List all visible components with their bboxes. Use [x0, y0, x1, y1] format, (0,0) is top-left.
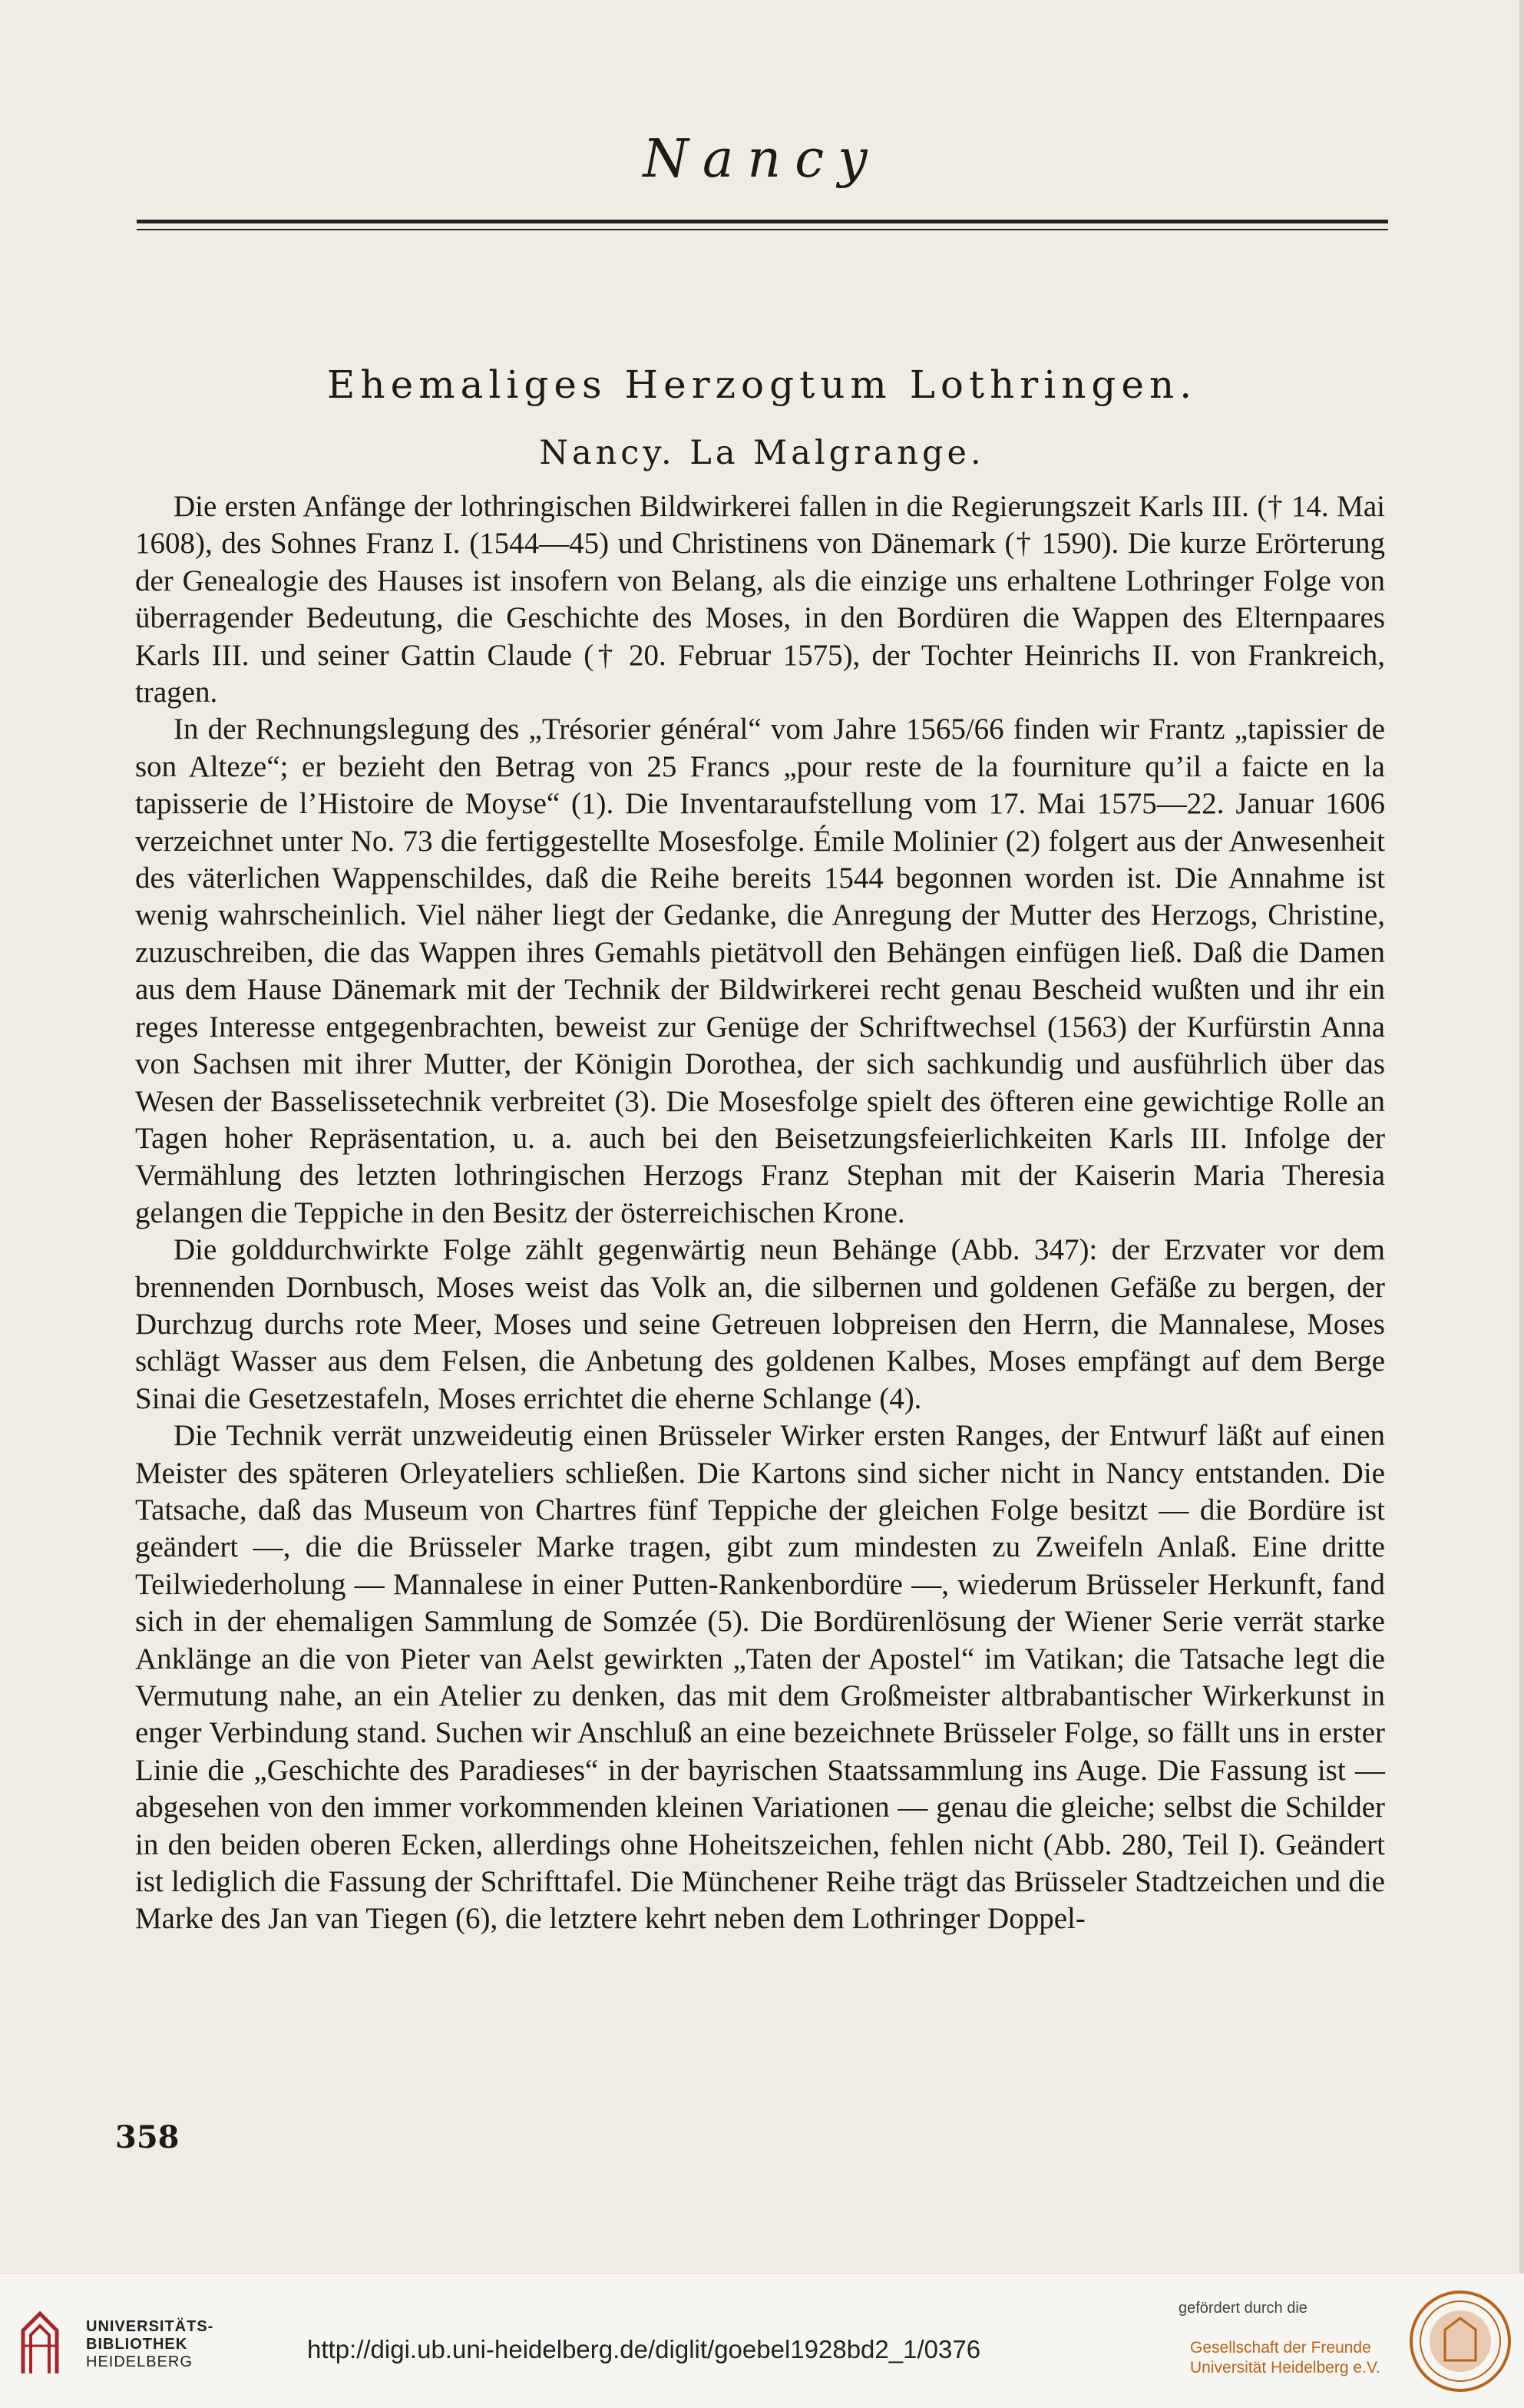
library-line: HEIDELBERG: [86, 2353, 193, 2370]
header-rule-thick: [137, 220, 1388, 223]
permalink-url[interactable]: http://digi.ub.uni-heidelberg.de/diglit/goebel1928bd2_1/0376: [307, 2335, 981, 2363]
library-logo-icon: [17, 2307, 63, 2377]
page-edge: [1519, 0, 1524, 2273]
section-title: Ehemaliges Herzogtum Lothringen.: [326, 362, 1198, 407]
library-name: [86, 2318, 213, 2371]
paragraph: Die ersten Anfänge der lothringischen Bildwirkerei fallen in die Regierungszeit Karls III. († 14. Mai 1608), des Sohnes Franz I. (1544—45) und Christinens von Dänemark († 1590). Die kurze Erörterung der Genealogie des Hauses ist insofern von Belang, als die einzige uns erhaltene Lothringer Folge von überragender Bedeutung, die Geschichte des Moses, in den Bordüren die Wappen des Elternpaares Karls III. und seiner Gattin Claude († 20. Februar 1575), der Tochter Heinrichs II. von Frankreich, tragen.: [135, 490, 1385, 710]
viewer-footer: [0, 2273, 1524, 2408]
header-rule-thin: [137, 229, 1388, 230]
body-text: [135, 488, 1385, 1938]
sponsor-line: Universität Heidelberg e.V.: [1190, 2359, 1380, 2377]
running-header: Nancy: [643, 129, 881, 190]
library-line: BIBLIOTHEK: [86, 2336, 188, 2353]
sponsor-name: [1190, 2338, 1380, 2378]
sponsor-line: Gesellschaft der Freunde: [1190, 2339, 1371, 2357]
page-number: 358: [115, 2119, 180, 2155]
paragraph: Die golddurchwirkte Folge zählt gegenwärtig neun Behänge (Abb. 347): der Erzvater vor dem brennenden Dornbusch, Moses weist das Volk an, die silbernen und goldenen Gefäße zu bergen, der Durchzug durchs rote Meer, Moses und seine Getreuen lobpreisen den Herrn, die Mannalese, Moses schlägt Wasser aus dem Felsen, die Anbetung des goldenen Kalbes, Moses empfängt auf dem Berge Sinai die Gesetzestafeln, Moses errichtet die eherne Schlange (4).: [135, 1233, 1385, 1415]
paragraph: Die Technik verrät unzweideutig einen Brüsseler Wirker ersten Ranges, der Entwurf läßt auf einen Meister des späteren Orleyateliers schließen. Die Kartons sind sicher nicht in Nancy entstanden. Die Tatsache, daß das Museum von Chartres fünf Teppiche der gleichen Folge besitzt — die Bordüre ist geändert —, die die Brüsseler Marke tragen, gibt zum mindesten zu Zweifeln Anlaß. Eine dritte Teilwiederholung — Mannalese in einer Putten-Rankenbordüre —, wiederum Brüsseler Herkunft, fand sich in der ehemaligen Sammlung de Somzée (5). Die Bordürenlösung der Wiener Serie verrät starke Anklänge an die von Pieter van Aelst gewirkten „Taten der Apostel“ im Vatikan; die Tatsache legt die Vermutung nahe, an ein Atelier zu denken, das mit dem Großmeister altbrabantischer Wirkerkunst in enger Verbindung stand. Suchen wir Anschluß an eine bezeichnete Brüsseler Folge, so fällt uns in erster Linie die „Geschichte des Paradieses“ in der bayrischen Staatssammlung ins Auge. Die Fassung ist — abgesehen von den immer vorkommenden kleinen Variationen — genau die gleiche; selbst die Schilder in den beiden oberen Ecken, allerdings ohne Hoheitszeichen, fehlen nicht (Abb. 280, Teil I). Geändert ist lediglich die Fassung der Schrifttafel. Die Münchener Reihe trägt das Brüsseler Stadtzeichen und die Marke des Jan van Tiegen (6), die letztere kehrt neben dem Lothringer Doppel-: [135, 1419, 1385, 1936]
section-subtitle: Nancy. La Malgrange.: [539, 434, 985, 472]
library-line: UNIVERSITÄTS-: [86, 2318, 214, 2335]
funded-by-label: gefördert durch die: [1179, 2300, 1307, 2317]
paragraph: In der Rechnungslegung des „Trésorier général“ vom Jahre 1565/66 finden wir Frantz „tapissier de son Alteze“; er bezieht den Betrag von 25 Francs „pour reste de la fourniture qu’il a faicte en la tapisserie de l’Histoire de Moyse“ (1). Die Inventaraufstellung vom 17. Mai 1575—22. Januar 1606 verzeichnet unter No. 73 die fertiggestellte Mosesfolge. Émile Molinier (2) folgert aus der Anwesenheit des väterlichen Wappenschildes, daß die Reihe bereits 1544 begonnen worden ist. Die Annahme ist wenig wahrscheinlich. Viel näher liegt der Gedanke, die Anregung der Mutter des Herzogs, Christine, zuzuschreiben, die das Wappen ihres Gemahls pietätvoll den Behängen einfügen ließ. Daß die Damen aus dem Hause Dänemark mit der Technik der Bildwirkerei recht genau Bescheid wußten und ihr ein reges Interesse entgegenbrachten, beweist zur Genüge der Schriftwechsel (1563) der Kurfürstin Anna von Sachsen mit ihrer Mutter, der Königin Dorothea, der sich sachkundig und ausführlich über das Wesen der Basselissetechnik verbreitet (3). Die Mosesfolge spielt des öfteren eine gewichtige Rolle an Tagen hoher Repräsentation, u. a. auch bei den Beisetzungsfeierlichkeiten Karls III. Infolge der Vermählung des letzten lothringischen Herzogs Franz Stephan mit der Kaiserin Maria Theresia gelangen die Teppiche in den Besitz der österreichischen Krone.: [135, 713, 1385, 1229]
university-seal-icon: [1407, 2287, 1514, 2395]
